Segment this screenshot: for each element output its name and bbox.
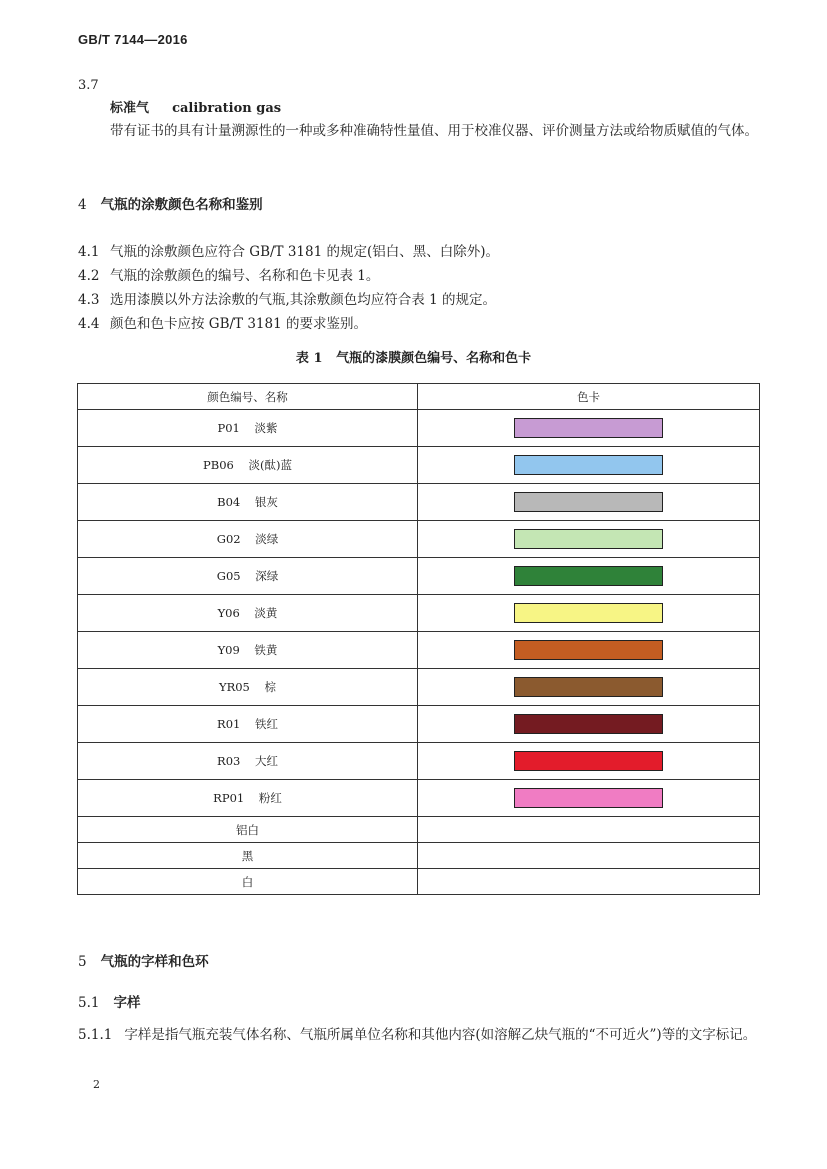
table-row — [78, 843, 760, 869]
color-card-cell — [418, 632, 760, 669]
subsection-number: 5.1 — [78, 995, 100, 1011]
color-label: PB06 淡(酞)蓝 — [78, 447, 418, 484]
term-title — [110, 97, 281, 116]
color-swatch — [514, 751, 663, 771]
term-title-zh: 标准气 — [110, 101, 150, 116]
table-row — [78, 447, 760, 484]
table-row — [78, 817, 760, 843]
clause-number: 4.4 — [78, 316, 100, 332]
clause-4-4 — [78, 312, 367, 332]
color-swatch — [514, 566, 663, 586]
color-label: B04 银灰 — [78, 484, 418, 521]
clause-text: 选用漆膜以外方法涂敷的气瓶,其涂敷颜色均应符合表 1 的规定。 — [110, 292, 496, 308]
clause-text: 气瓶的涂敷颜色的编号、名称和色卡见表 1。 — [110, 268, 380, 284]
section-4-title: 气瓶的涂敷颜色名称和鉴别 — [100, 197, 263, 213]
color-label: 白 — [78, 869, 418, 895]
section-4-number: 4 — [78, 197, 87, 213]
color-swatch — [514, 492, 663, 512]
color-card-cell — [418, 817, 760, 843]
clause-5-1-1 — [78, 1023, 758, 1047]
subsection-5-1-heading — [78, 991, 140, 1011]
color-card-cell — [418, 706, 760, 743]
clause-text: 颜色和色卡应按 GB/T 3181 的要求鉴别。 — [110, 316, 367, 332]
table-header-row — [78, 384, 760, 410]
color-swatch — [514, 788, 663, 808]
standard-number-header: GB/T 7144—2016 — [78, 32, 188, 47]
color-card-cell — [418, 447, 760, 484]
table-row — [78, 410, 760, 447]
clause-4-1 — [78, 240, 499, 260]
term-number: 3.7 — [78, 78, 99, 93]
clause-4-3 — [78, 288, 496, 308]
color-card-cell — [418, 843, 760, 869]
color-swatch — [514, 714, 663, 734]
color-swatch — [514, 603, 663, 623]
color-label: G02 淡绿 — [78, 521, 418, 558]
color-label: P01 淡紫 — [78, 410, 418, 447]
table-row — [78, 595, 760, 632]
color-card-cell — [418, 743, 760, 780]
color-label: RP01 粉红 — [78, 780, 418, 817]
color-card-cell — [418, 780, 760, 817]
color-label: R03 大红 — [78, 743, 418, 780]
clause-text: 气瓶的涂敷颜色应符合 GB/T 3181 的规定(铝白、黑、白除外)。 — [110, 244, 500, 260]
table-row — [78, 780, 760, 817]
table-row — [78, 558, 760, 595]
color-swatch — [514, 455, 663, 475]
term-title-en: calibration gas — [172, 101, 282, 116]
color-label: Y06 淡黄 — [78, 595, 418, 632]
header-color-code-name: 颜色编号、名称 — [78, 384, 418, 410]
table-1-caption: 表 1 气瓶的漆膜颜色编号、名称和色卡 — [295, 351, 532, 366]
section-5-heading — [78, 950, 209, 970]
table-row — [78, 632, 760, 669]
section-4-heading — [78, 193, 263, 213]
table-row — [78, 521, 760, 558]
clause-number: 5.1.1 — [78, 1027, 113, 1043]
color-card-cell — [418, 521, 760, 558]
color-card-cell — [418, 558, 760, 595]
section-5-title: 气瓶的字样和色环 — [100, 954, 209, 970]
header-color-card: 色卡 — [418, 384, 760, 410]
color-label: G05 深绿 — [78, 558, 418, 595]
color-swatch — [514, 418, 663, 438]
color-swatch — [514, 529, 663, 549]
subsection-title: 字样 — [113, 995, 141, 1011]
color-label: 铝白 — [78, 817, 418, 843]
color-label: YR05 棕 — [78, 669, 418, 706]
section-5-number: 5 — [78, 954, 87, 970]
color-card-cell — [418, 595, 760, 632]
table-row — [78, 869, 760, 895]
clause-number: 4.1 — [78, 244, 100, 260]
clause-number: 4.2 — [78, 268, 100, 284]
clause-4-2 — [78, 264, 379, 284]
table-row — [78, 669, 760, 706]
color-card-cell — [418, 410, 760, 447]
color-label: Y09 铁黄 — [78, 632, 418, 669]
color-label: R01 铁红 — [78, 706, 418, 743]
term-definition: 带有证书的具有计量溯源性的一种或多种准确特性量值、用于校准仪器、评价测量方法或给物质赋值的气体。 — [110, 123, 758, 139]
clause-number: 4.3 — [78, 292, 100, 308]
color-card-cell — [418, 484, 760, 521]
color-label: 黑 — [78, 843, 418, 869]
color-swatch — [514, 640, 663, 660]
table-row — [78, 484, 760, 521]
color-card-cell — [418, 669, 760, 706]
color-table — [77, 383, 760, 895]
page-number: 2 — [93, 1078, 100, 1091]
color-swatch — [514, 677, 663, 697]
color-card-cell — [418, 869, 760, 895]
clause-text: 字样是指气瓶充装气体名称、气瓶所属单位名称和其他内容(如溶解乙炔气瓶的“不可近火”)等的文字标记。 — [124, 1027, 757, 1043]
table-row — [78, 743, 760, 780]
table-row — [78, 706, 760, 743]
